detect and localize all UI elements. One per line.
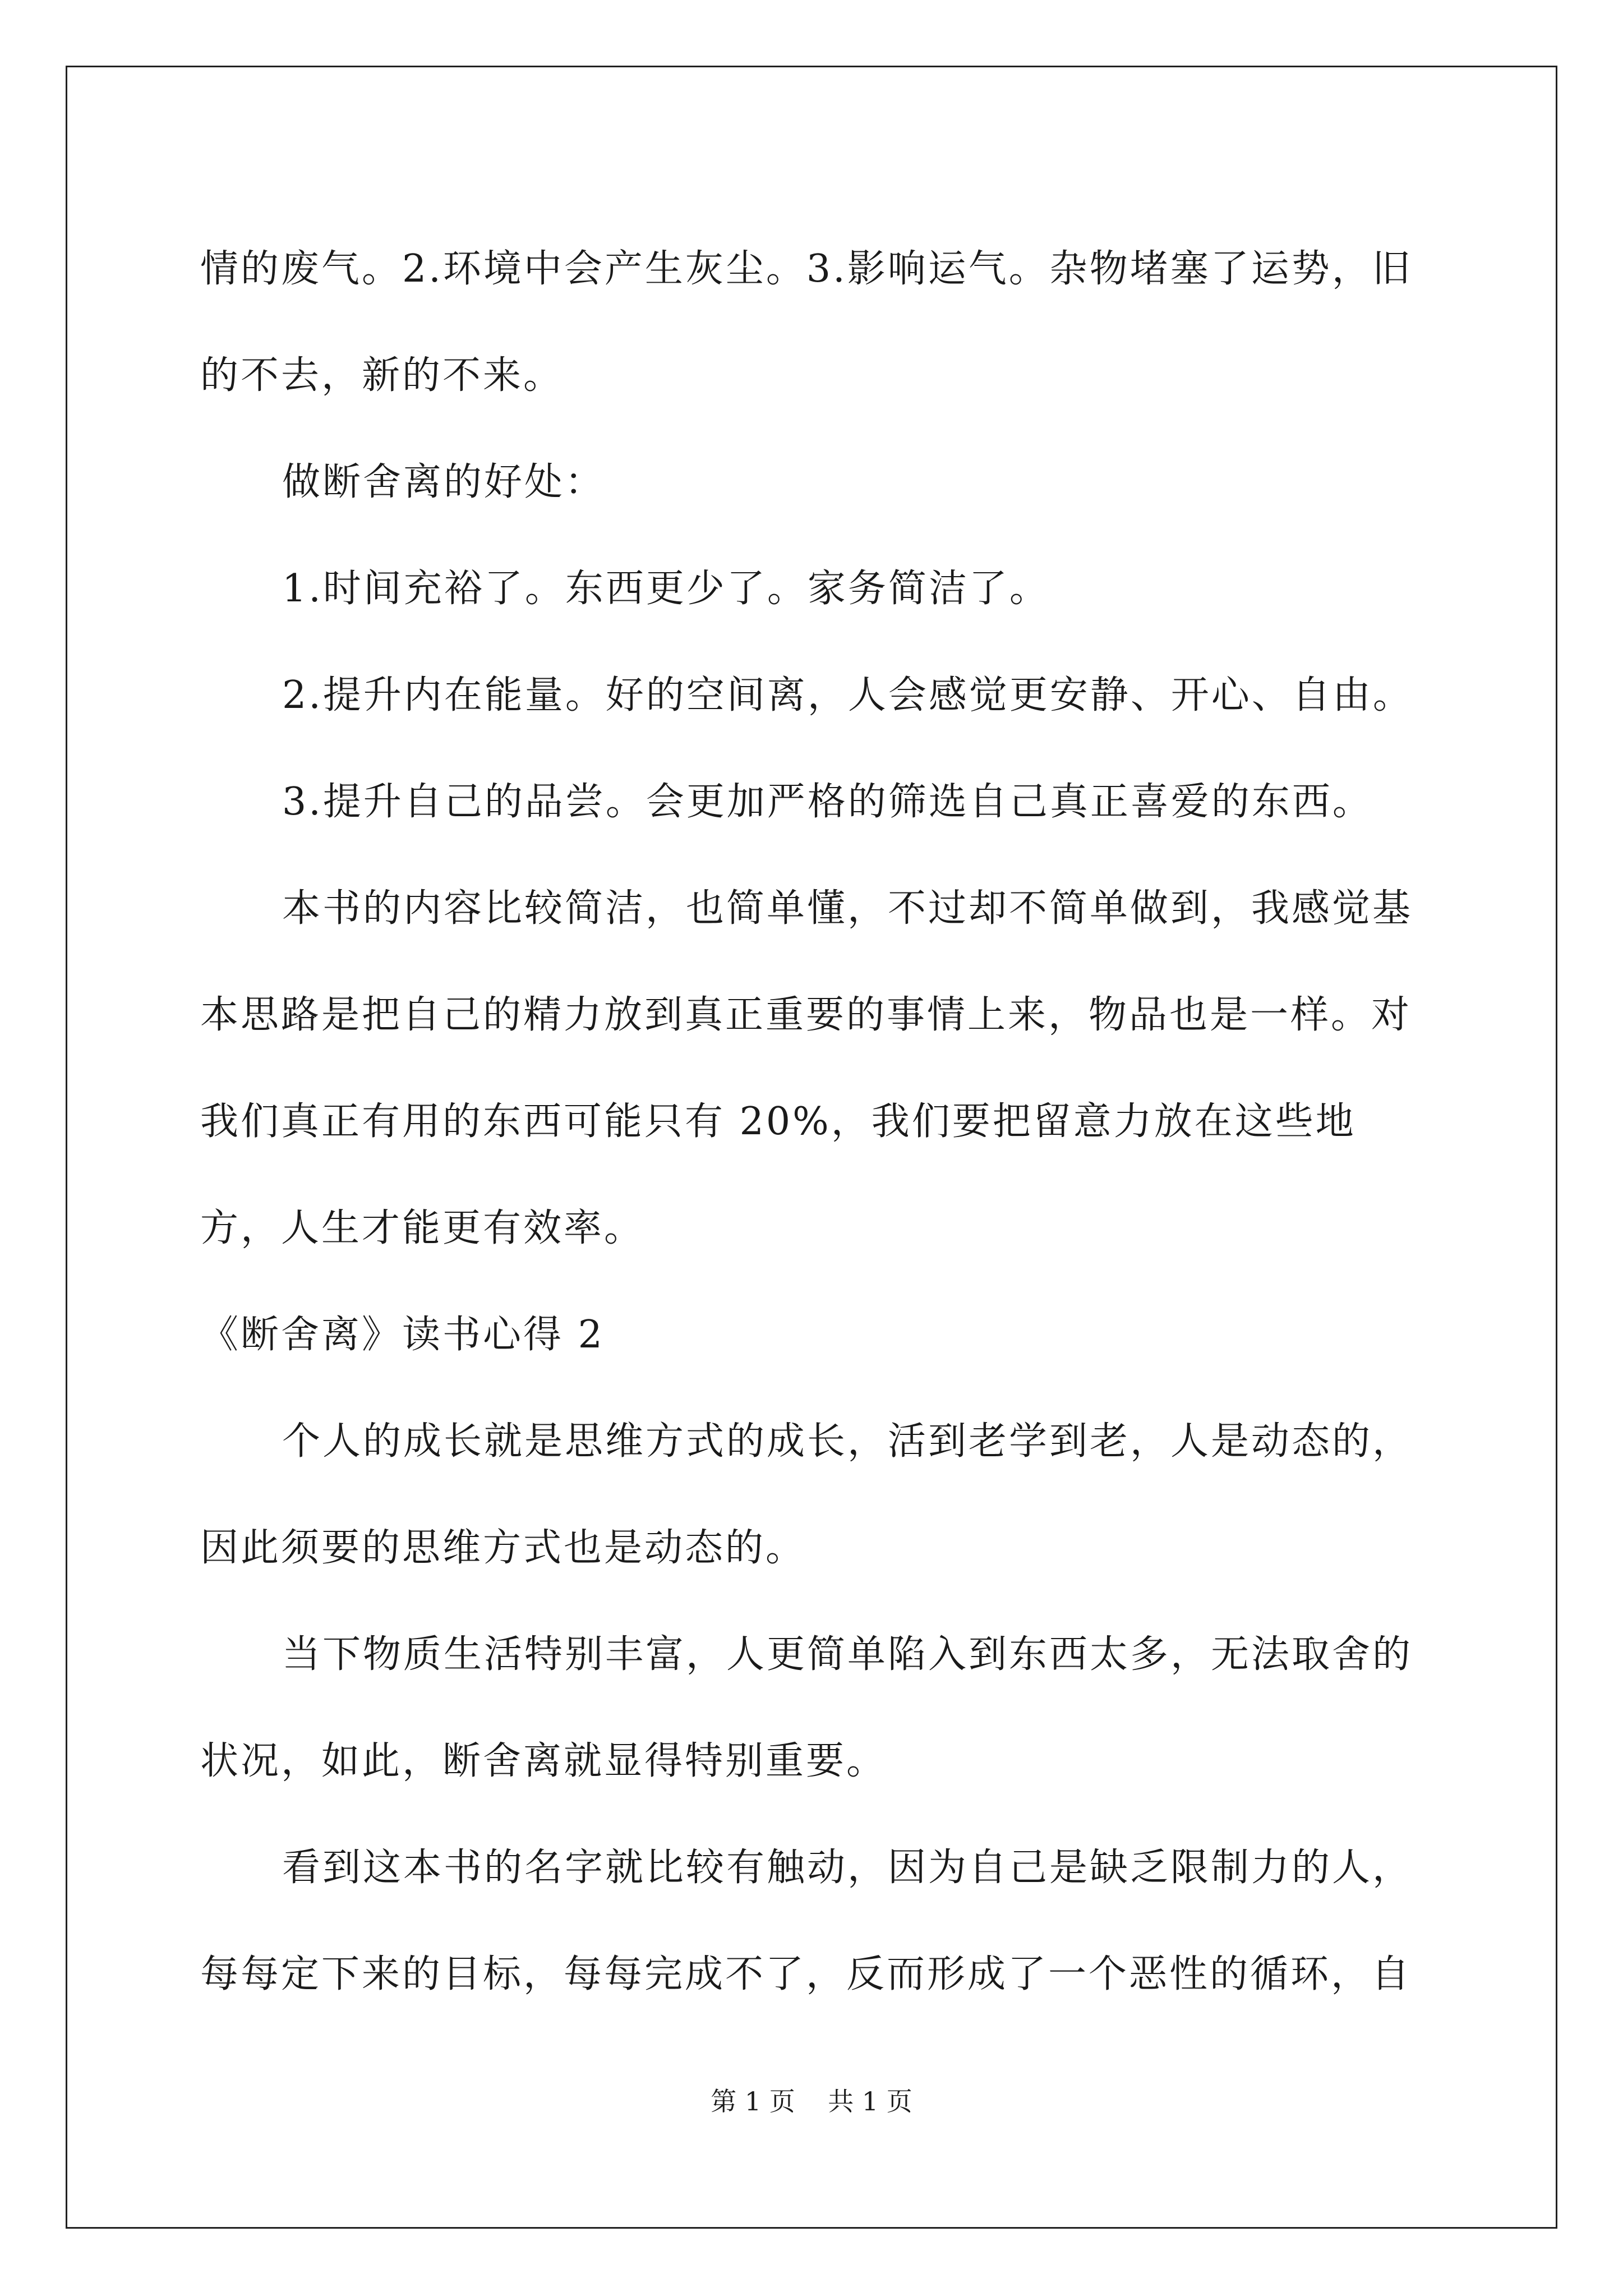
paragraph-material-life: 当下物质生活特别丰富，人更简单陷入到东西太多，无法取舍的状况，如此，断舍离就显得特别重要。 [200,1632,1413,1783]
paragraph-growth: 个人的成长就是思维方式的成长，活到老学到老，人是动态的，因此须要的思维方式也是动态的。 [200,1419,1413,1570]
paragraph-benefit-3: 3.提升自己的品尝。会更加严格的筛选自己真正喜爱的东西。 [282,780,1373,824]
paragraph-book-summary: 本书的内容比较简洁，也简单懂，不过却不简单做到，我感觉基本思路是把自己的精力放到真正重要的事情上来，物品也是一样。对我们真正有用的东西可能只有 20%，我们要把留意力放在这些地方，人生才能更有效率。 [200,886,1413,1250]
document-body [200,216,1428,2028]
page-number: 第 1 页 [711,2086,795,2116]
paragraph-benefits-heading: 做断舍离的好处： [282,460,606,504]
section-heading: 《断舍离》读书心得 2 [200,1313,605,1357]
page-footer [0,2085,1623,2118]
paragraph-benefit-2: 2.提升内在能量。好的空间离，人会感觉更安静、开心、自由。 [282,673,1413,717]
paragraph-book-title-reaction: 看到这本书的名字就比较有触动，因为自己是缺乏限制力的人，每每定下来的目标，每每完成不了，反而形成了一个恶性的循环，自 [200,1846,1413,1996]
paragraph-benefit-1: 1.时间充裕了。东西更少了。家务简洁了。 [282,567,1050,611]
page-total: 共 1 页 [828,2086,912,2116]
paragraph-continuation: 情的废气。2.环境中会产生灰尘。3.影响运气。杂物堵塞了运势，旧的不去，新的不来。 [200,247,1413,398]
